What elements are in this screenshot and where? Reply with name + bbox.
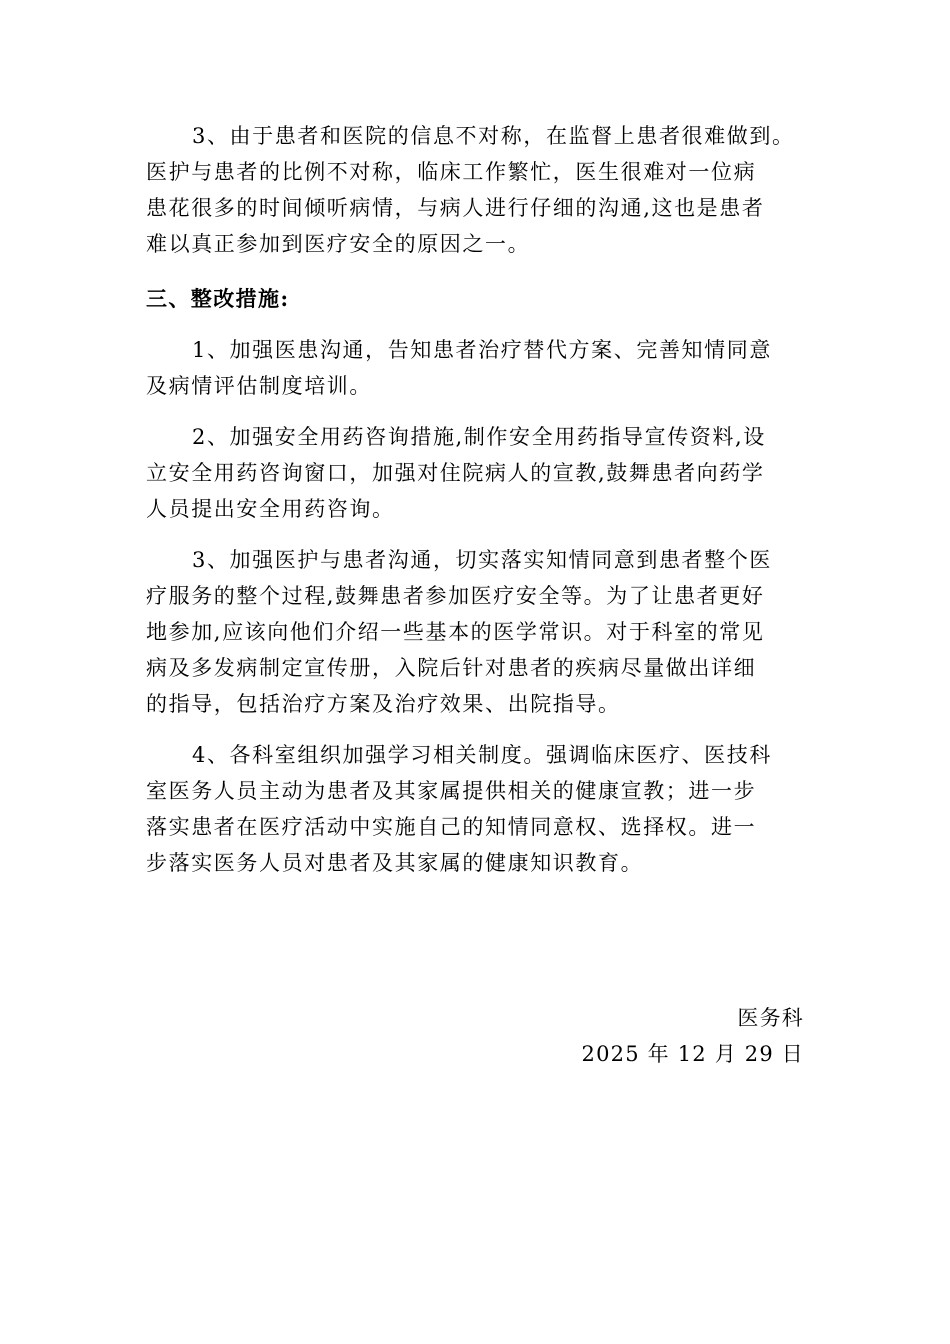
section-heading: 三、整改措施:	[146, 286, 290, 311]
paragraph-line: 2、加强安全用药咨询措施,制作安全用药指导宣传资料,设	[192, 425, 766, 449]
paragraph-line: 及病情评估制度培训。	[146, 374, 372, 398]
paragraph-line: 地参加,应该向他们介绍一些基本的医学常识。对于科室的常见	[146, 620, 765, 644]
paragraph-line: 难以真正参加到医疗安全的原因之一。	[146, 232, 531, 256]
paragraph-line: 步落实医务人员对患者及其家属的健康知识教育。	[146, 851, 644, 875]
paragraph-line: 医护与患者的比例不对称，临床工作繁忙，医生很难对一位病	[146, 160, 757, 184]
department-name: 医务科	[737, 1006, 804, 1030]
paragraph-line: 4、各科室组织加强学习相关制度。强调临床医疗、医技科	[192, 743, 772, 767]
paragraph-line: 病及多发病制定宣传册，入院后针对患者的疾病尽量做出详细	[146, 656, 757, 680]
paragraph-line: 患花很多的时间倾听病情，与病人进行仔细的沟通,这也是患者	[146, 196, 765, 220]
paragraph-line: 1、加强医患沟通，告知患者治疗替代方案、完善知情同意	[192, 338, 772, 362]
paragraph-line: 立安全用药咨询窗口，加强对住院病人的宣教,鼓舞患者向药学	[146, 461, 765, 485]
paragraph-line: 的指导，包括治疗方案及治疗效果、出院指导。	[146, 692, 621, 716]
paragraph-line: 落实患者在医疗活动中实施自己的知情同意权、选择权。进一	[146, 815, 757, 839]
paragraph-line: 室医务人员主动为患者及其家属提供相关的健康宣教；进一步	[146, 779, 757, 803]
paragraph-line: 人员提出安全用药咨询。	[146, 497, 395, 521]
document-date: 2025 年 12 月 29 日	[581, 1042, 804, 1066]
paragraph-line: 3、由于患者和医院的信息不对称，在监督上患者很难做到。	[192, 124, 795, 148]
paragraph-line: 3、加强医护与患者沟通，切实落实知情同意到患者整个医	[192, 548, 772, 572]
paragraph-line: 疗服务的整个过程,鼓舞患者参加医疗安全等。为了让患者更好	[146, 584, 765, 608]
